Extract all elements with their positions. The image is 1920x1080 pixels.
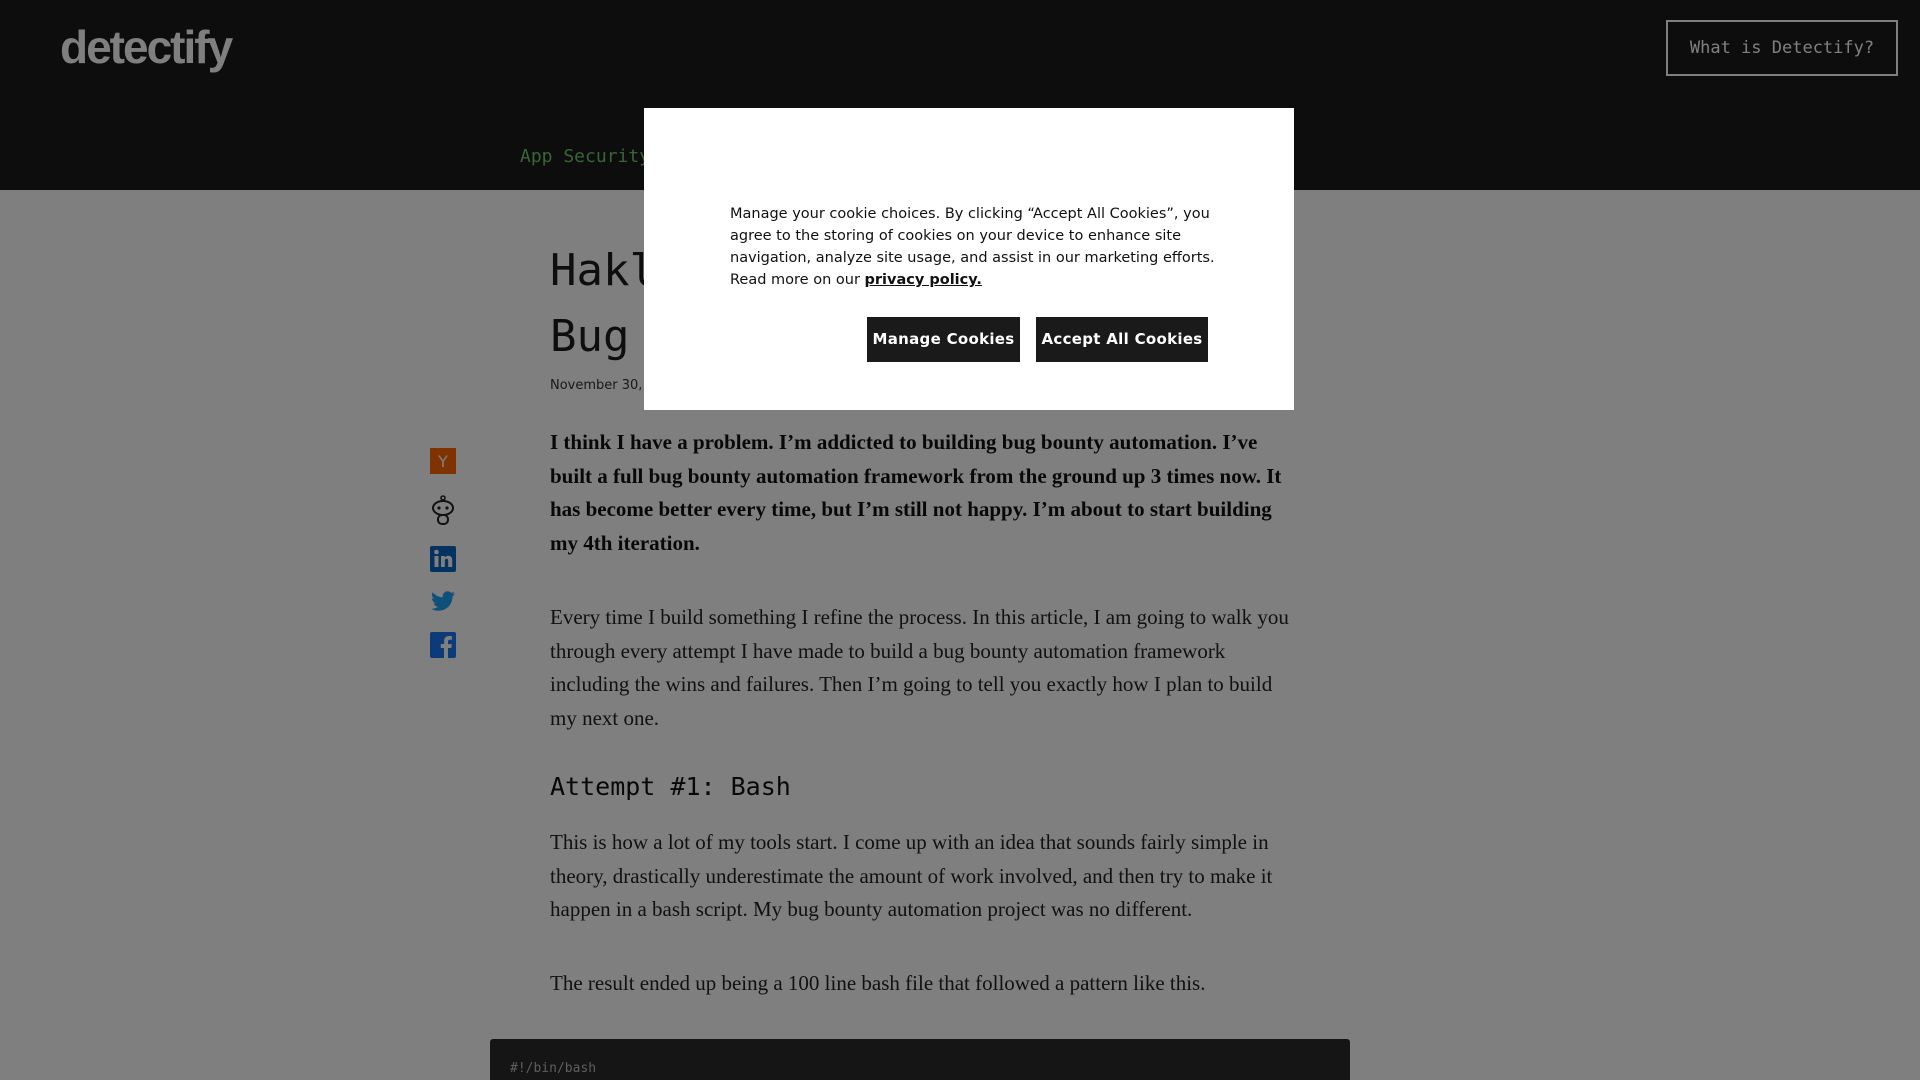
cookie-consent-text (730, 203, 1220, 291)
cookie-consent-message: Manage your cookie choices. By clicking “Accept All Cookies”, you agree to the storing of cookies on your device to enhance site navigation, analyze site usage, and assist in our marketing efforts. Read more on our (730, 206, 1215, 288)
manage-cookies-button[interactable]: Manage Cookies (867, 317, 1020, 362)
privacy-policy-link[interactable]: privacy policy. (864, 272, 982, 288)
cookie-consent-dialog (644, 108, 1294, 410)
accept-all-cookies-button[interactable]: Accept All Cookies (1036, 317, 1208, 362)
